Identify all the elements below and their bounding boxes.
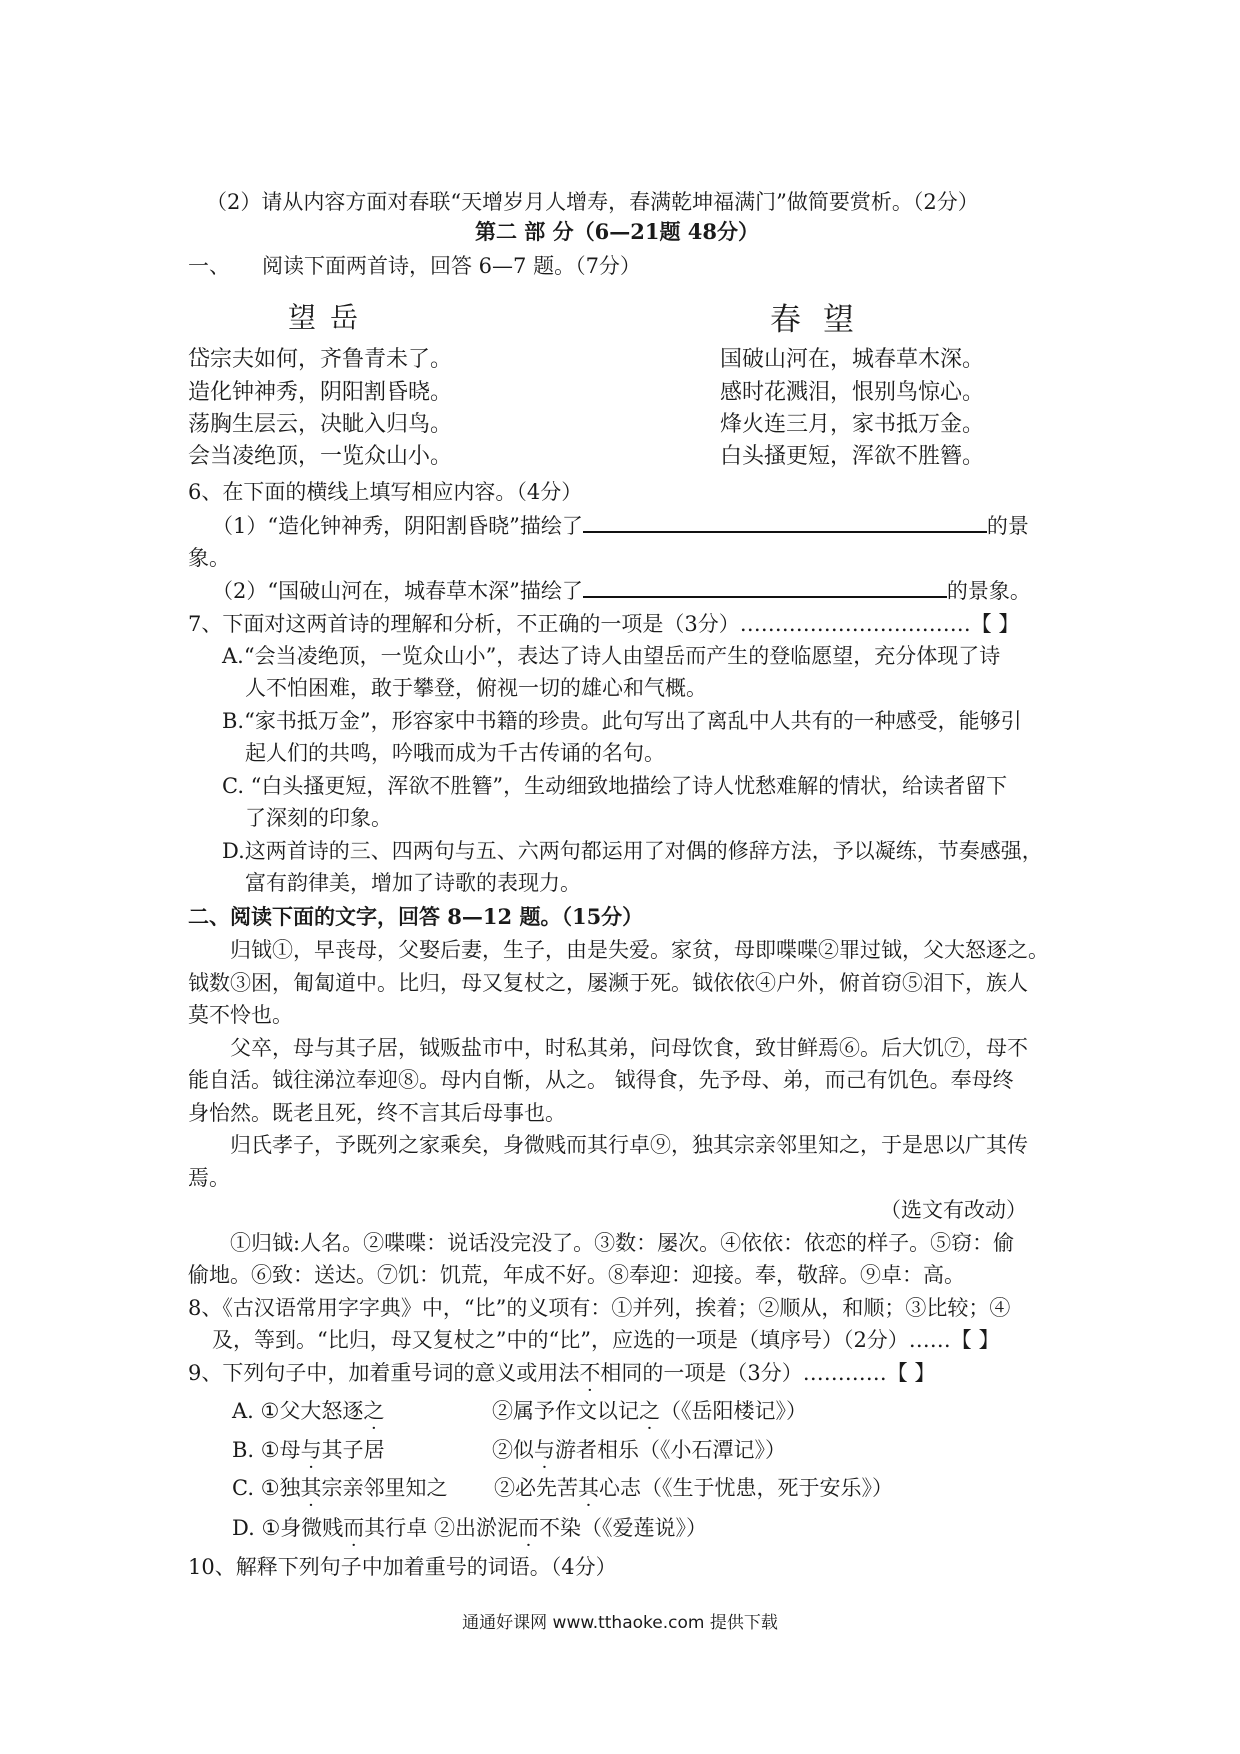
option-sentence: 其行卓 — [364, 1516, 428, 1540]
poem2-line: 国破山河在，城春草木深。 — [720, 347, 985, 372]
option-label: C. — [232, 1476, 254, 1500]
emphasis-word: 其 — [300, 1476, 322, 1500]
poem1-line: 荡胸生层云，决眦入归鸟。 — [188, 412, 453, 437]
q9-option-b — [232, 1436, 385, 1464]
q6-item2-text: （2）“国破山河在，城春草木深”描绘了 — [212, 579, 583, 603]
poem2-line: 感时花溅泪，恨别鸟惊心。 — [720, 380, 985, 405]
passage-line: 莫不怜也。 — [188, 1003, 293, 1027]
q9-stem-text-after: 相同的一项是（3分）…………【 】 — [600, 1361, 936, 1385]
option-sentence: ①母 — [260, 1438, 301, 1462]
poem-title-chunwang: 春望 — [770, 302, 876, 338]
option-sentence: ②属予作文以记 — [492, 1399, 639, 1423]
option-sentence: 心志（《生于忧患，死于安乐》） — [599, 1476, 893, 1500]
passage-line: 父卒，母与其子居，钺贩盐市中，时私其弟，问母饮食，致甘鲜焉⑥。后大饥⑦，母不 — [230, 1036, 1028, 1060]
emphasis-word: 之 — [639, 1399, 660, 1423]
option-sentence: ①身微贱 — [261, 1516, 344, 1540]
poem1-line: 岱宗夫如何，齐鲁青未了。 — [188, 347, 453, 372]
q6-item1-text: （1）“造化钟神秀，阴阳割昏晓”描绘了 — [212, 514, 583, 538]
q9-option-a-second — [492, 1397, 807, 1425]
q6-item2-text-after: 的景象。 — [946, 579, 1031, 603]
poem2-line: 烽火连三月，家书抵万金。 — [720, 412, 985, 437]
q7-option-c-cont: 了深刻的印象。 — [245, 806, 392, 830]
q9-emphasis-word: 不 — [579, 1361, 601, 1385]
option-sentence: ①独 — [260, 1476, 301, 1500]
option-sentence: ①父大怒逐 — [260, 1399, 364, 1423]
poem1-line: 造化钟神秀，阴阳割昏晓。 — [188, 380, 453, 405]
source-note: （选文有改动） — [880, 1198, 1027, 1222]
option-label: D. — [232, 1516, 255, 1540]
passage-line: 身怡然。既老且死，终不言其后母事也。 — [188, 1101, 566, 1125]
option-sentence: ②出淤泥 — [433, 1516, 518, 1540]
question-8-cont: 及，等到。“比归，母又复杖之”中的“比”，应选的一项是（填序号）（2分）……【 】 — [212, 1328, 1000, 1352]
question-8: 8、《古汉语常用字字典》中，“比”的义项有：①并列，挨着；②顺从，和顺；③比较；④ — [188, 1296, 1011, 1320]
q6-item2-answer-blank[interactable] — [583, 576, 947, 598]
section-one-instruction: 阅读下面两首诗，回答 6—7 题。（7分） — [262, 254, 641, 278]
q9-option-c — [232, 1474, 448, 1502]
question-10: 10、解释下列句子中加着重号的词语。（4分） — [188, 1555, 617, 1579]
annotation-line: 偷地。⑥致：送达。⑦饥：饥荒，年成不好。⑧奉迎：迎接。奉，敬辞。⑨卓：高。 — [188, 1263, 965, 1287]
passage-line: 能自活。钺往涕泣奉迎⑧。母内自惭，从之。 钺得食，先予母、弟，而己有饥色。奉母终 — [188, 1068, 1014, 1092]
poem-title-wangyue: 望岳 — [288, 301, 373, 334]
emphasis-word: 其 — [578, 1476, 599, 1500]
q6-item1-wrap: 象。 — [188, 546, 230, 570]
poem1-line: 会当凌绝顶，一览众山小。 — [188, 444, 453, 469]
passage-line: 归氏孝子，予既列之家乘矣，身微贱而其行卓⑨，独其宗亲邻里知之，于是思以广其传 — [230, 1133, 1028, 1157]
passage-line: 钺数③困，匍匐道中。比归，母又复杖之，屡濒于死。钺依依④户外，俯首窃⑤泪下，族人 — [188, 971, 1028, 995]
question-6-item-1 — [212, 511, 1029, 540]
q7-option-c: C. “白头搔更短，浑欲不胜簪”，生动细致地描绘了诗人忧愁难解的情状，给读者留下 — [222, 774, 1008, 798]
q9-option-a — [232, 1397, 384, 1425]
q9-option-b-second — [492, 1436, 786, 1464]
question-6-item-2 — [212, 576, 1031, 605]
q9-stem-text: 9、下列句子中，加着重号词的意义或用法 — [188, 1361, 580, 1385]
option-sentence: （《岳阳楼记》） — [660, 1399, 807, 1423]
q7-option-a: A.“会当凌绝顶，一览众山小”，表达了诗人由望岳而产生的登临愿望，充分体现了诗 — [222, 644, 1001, 668]
page-footer: 通通好课网 www.tthaoke.com 提供下载 — [462, 1613, 778, 1633]
option-sentence: 不染（《爱莲说》） — [538, 1516, 707, 1540]
emphasis-word: 与 — [534, 1438, 555, 1462]
option-sentence: 其子居 — [321, 1438, 385, 1462]
poem2-line: 白头搔更短，浑欲不胜簪。 — [720, 444, 985, 469]
option-sentence: 宗亲邻里知之 — [321, 1476, 448, 1500]
question-7-stem: 7、下面对这两首诗的理解和分析，不正确的一项是（3分）……………………………【 】 — [188, 612, 1020, 636]
option-sentence: ②似 — [492, 1438, 534, 1462]
q6-item1-answer-blank[interactable] — [583, 511, 987, 533]
emphasis-word: 而 — [343, 1516, 365, 1540]
q7-option-d-cont: 富有韵律美，增加了诗歌的表现力。 — [245, 871, 581, 895]
option-sentence: ②必先苦 — [494, 1476, 578, 1500]
option-label: A. — [232, 1399, 254, 1423]
question-9-stem — [188, 1359, 935, 1387]
q7-option-b: B.“家书抵万金”，形容家中书籍的珍贵。此句写出了离乱中人共有的一种感受，能够引 — [222, 709, 1022, 733]
emphasis-word: 与 — [300, 1438, 322, 1462]
passage-line: 焉。 — [188, 1166, 230, 1190]
question-5-2: （2）请从内容方面对春联“天增岁月人增寿，春满乾坤福满门”做简要赏析。（2分） — [206, 190, 979, 214]
section-two-heading: 二、阅读下面的文字，回答 8—12 题。（15分） — [188, 904, 644, 929]
emphasis-word: 之 — [363, 1399, 385, 1423]
q9-option-d — [232, 1514, 707, 1542]
option-sentence: 游者相乐（《小石潭记》） — [555, 1438, 786, 1462]
q7-option-d: D.这两首诗的三、四两句与五、六两句都运用了对偶的修辞方法，予以凝练，节奏感强， — [222, 839, 1043, 863]
q7-option-a-cont: 人不怕困难，敢于攀登，俯视一切的雄心和气概。 — [245, 676, 707, 700]
option-label: B. — [232, 1438, 255, 1462]
part-two-heading: 第二 部 分（6—21题 48分） — [475, 219, 759, 244]
section-one-number: 一、 — [188, 254, 230, 278]
emphasis-word: 而 — [517, 1516, 539, 1540]
annotation-line: ①归钺:人名。②喋喋：说话没完没了。③数：屡次。④依依：依恋的样子。⑤窃：偷 — [230, 1231, 1015, 1255]
q7-option-b-cont: 起人们的共鸣，吟哦而成为千古传诵的名句。 — [245, 741, 665, 765]
q9-option-c-second — [494, 1474, 893, 1502]
question-6-stem: 6、在下面的横线上填写相应内容。（4分） — [188, 480, 583, 504]
passage-line: 归钺①，早丧母，父娶后妻，生子，由是失爱。家贫，母即喋喋②罪过钺，父大怒逐之。 — [230, 938, 1049, 962]
q6-item1-text-after: 的景 — [986, 514, 1029, 538]
